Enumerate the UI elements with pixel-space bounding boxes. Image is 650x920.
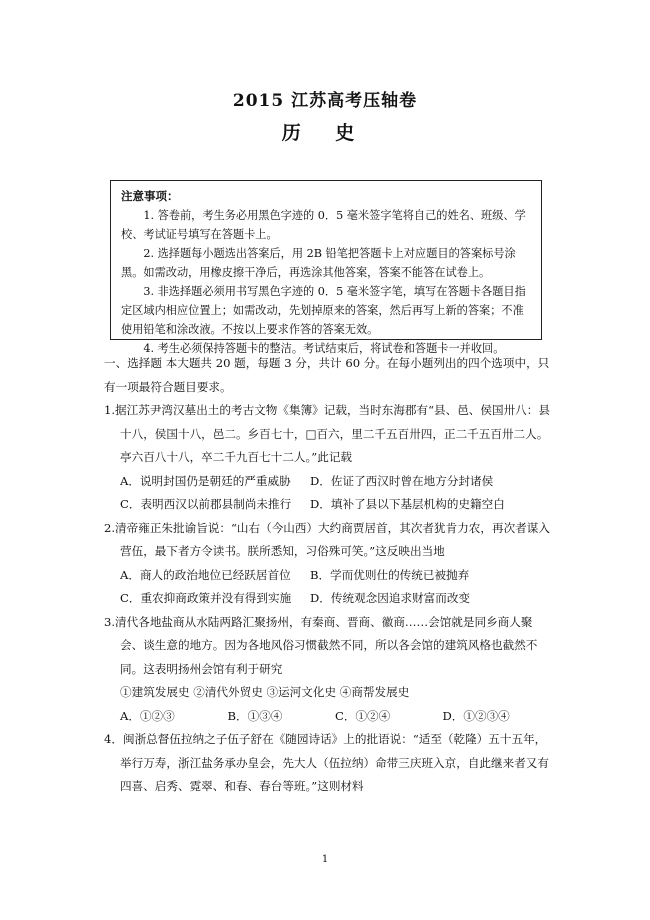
option-a: A．说明封国仍是朝廷的严重威胁 — [120, 473, 291, 488]
question-stem: 1.据江苏尹湾汉墓出土的考古文物《集簿》记载，当时东海郡有“县、邑、侯国卅八：县十八，侯国十八，邑二。乡百七十，□百六，里二千五百卅四，正二千五百卅二人。亭六百八十八，卒二千九百七十二人。”此记载 — [104, 403, 550, 464]
notice-item: 1. 答卷前，考生务必用黑色字迹的 0．5 毫米签字笔将自己的姓名、班级、学校、考试证号填写在答题卡上。 — [121, 209, 526, 241]
option-a: A．①②③ — [120, 708, 175, 723]
question-stem: 2.清帝雍正朱批谕旨说：“山右（今山西）大约商贾居首，其次者犹肯力农，再次者谋入营伍，最下者方令读书。朕所悉知，习俗殊可笑。”这反映出当地 — [104, 520, 550, 558]
option-c: C．①②④ — [335, 708, 391, 723]
option-d: D．传统观念因追求财富而改变 — [310, 591, 471, 605]
notice-item: 3. 非选择题必须用书写黑色字迹的 0．5 毫米签字笔，填写在答题卡各题目指定区域内相应位置上；如需改动，先划掉原来的答案，然后再写上新的答案；不准使用铅笔和涂改液。不按以上要求作答的答案无效。 — [121, 285, 526, 336]
page-number: 1 — [321, 854, 329, 865]
option-row — [104, 564, 550, 588]
notice-box — [110, 180, 542, 355]
questions-section — [104, 352, 550, 799]
option-row — [104, 470, 550, 494]
question-choices: ①建筑发展史 ②清代外贸史 ③运河文化史 ④商帮发展史 — [120, 685, 410, 699]
option-b: B．学而优则仕的传统已被抛弃 — [310, 567, 470, 582]
option-row — [104, 705, 550, 729]
option-b: B．①③④ — [227, 708, 283, 723]
option-c: C．重农抑商政策并没有得到实施 — [120, 591, 292, 605]
option-c: C．表明西汉以前郡县制尚未推行 — [120, 497, 292, 511]
option-row — [104, 587, 550, 611]
option-d: D．①②③④ — [442, 708, 510, 723]
option-b: D．佐证了西汉时曾在地方分封诸侯 — [310, 473, 494, 488]
notice-heading: 注意事项： — [121, 189, 179, 203]
notice-item: 4. 考生必须保持答题卡的整洁。考试结束后，将试卷和答题卡一并收回。 — [143, 342, 505, 355]
question-stem: 4．闽浙总督伍拉纳之子伍子舒在《随园诗话》上的批语说：“适至（乾隆）五十五年，举行万寿，浙江盐务承办皇会，先大人（伍拉纳）命带三庆班入京，自此继来者又有四喜、启秀、霓翠、和春、春台等班。”这则材料 — [104, 732, 549, 793]
option-row — [104, 493, 550, 517]
question-stem: 3.清代各地盐商从水陆两路汇聚扬州，有秦商、晋商、徽商……会馆就是同乡商人聚会、谈生意的地方。因为各地风俗习惯截然不同，所以各会馆的建筑风格也截然不同。这表明扬州会馆有利于研究 — [104, 614, 538, 676]
notice-item: 2. 选择题每小题选出答案后，用 2B 铅笔把答题卡上对应题目的答案标号涂黑。如需改动，用橡皮擦干净后，再选涂其他答案，答案不能答在试卷上。 — [121, 247, 516, 279]
exam-subject: 历 史 — [281, 122, 369, 144]
exam-title: 2015 江苏高考压轴卷 — [232, 91, 418, 111]
section-intro: 一、选择题 本大题共 20 题，每题 3 分，共计 60 分。在每小题列出的四个选项中，只有一项最符合题目要求。 — [104, 356, 550, 394]
option-d: D．填补了县以下基层机构的史籍空白 — [310, 497, 505, 511]
option-a: A．商人的政治地位已经跃居首位 — [120, 567, 291, 582]
